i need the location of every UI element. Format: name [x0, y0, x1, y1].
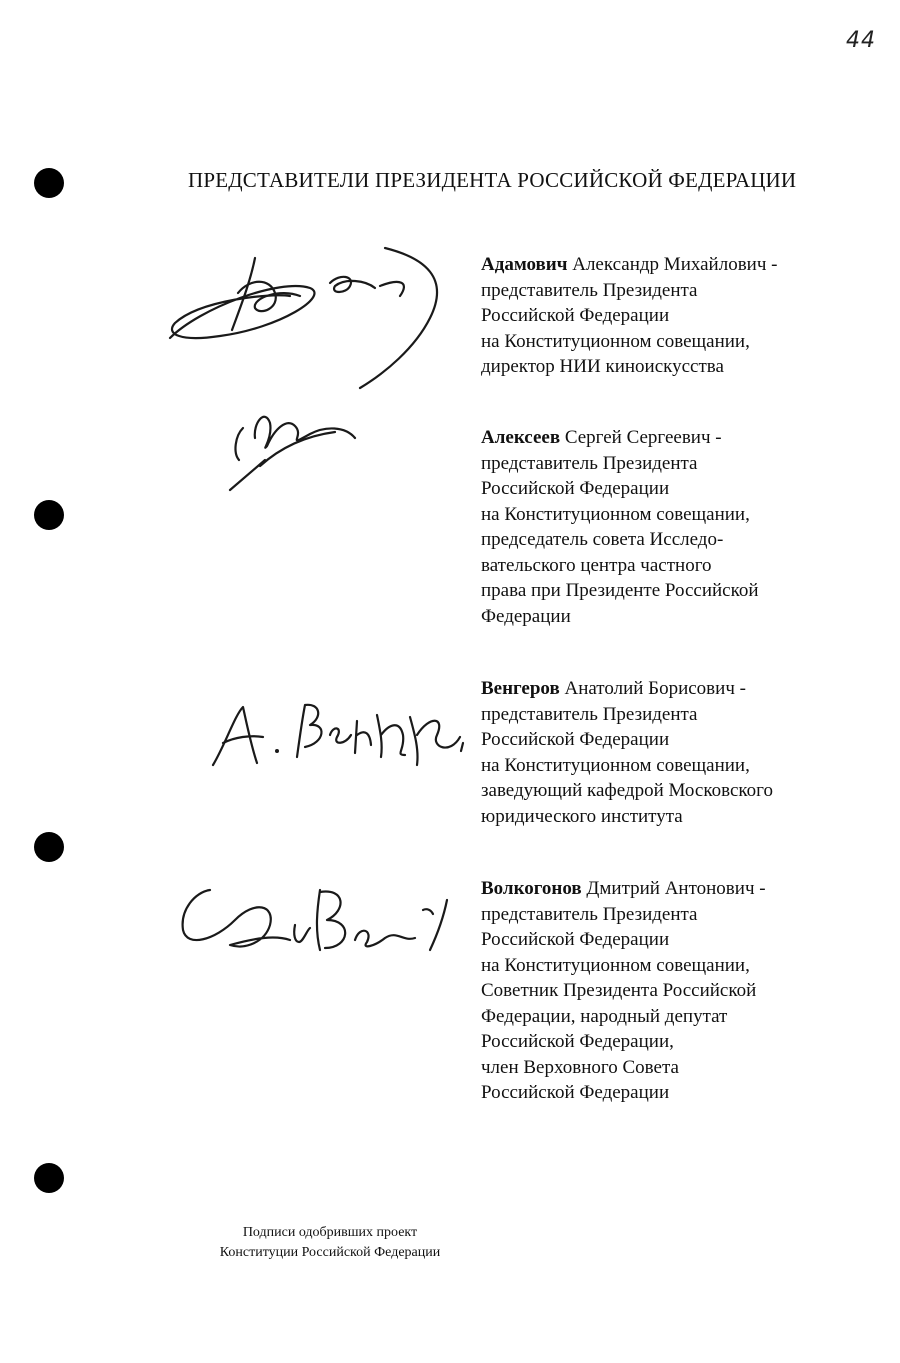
signature-alekseev [225, 398, 375, 498]
description-line: Федерации [481, 605, 571, 627]
given-names: Александр Михайлович - [567, 254, 778, 275]
description-line: Российской Федерации, [481, 1031, 674, 1052]
document-title: ПРЕДСТАВИТЕЛИ ПРЕЗИДЕНТА РОССИЙСКОЙ ФЕДЕРАЦИИ [188, 168, 797, 192]
description-line: юридического института [481, 805, 683, 827]
description-line: член Верховного Совета [481, 1056, 679, 1078]
description-line: на Конституционном совещании, [481, 503, 750, 525]
signature-vengerov [205, 695, 475, 780]
given-names: Сергей Сергеевич - [560, 427, 722, 448]
footer-line-1: Подписи одобривших проект [242, 1225, 418, 1240]
description-line: на Конституционном совещании, [481, 754, 750, 776]
description-line: представитель Президента [481, 452, 698, 474]
representative-entry-vengerov [481, 676, 881, 829]
description-line: Российской Федерации [481, 929, 670, 950]
description-line: представитель Президента [481, 903, 698, 925]
punch-hole-3 [34, 832, 64, 862]
description-line: председатель совета Исследо- [481, 529, 724, 550]
description-line: директор НИИ киноискусства [481, 356, 724, 377]
description-line: Федерации, народный депутат [481, 1005, 728, 1027]
description-line: Российской Федерации [481, 478, 670, 499]
representative-entry-alekseev [481, 425, 881, 629]
description-line: Советник Президента Российской [481, 980, 757, 1001]
punch-hole-4 [34, 1163, 64, 1193]
surname: Волкогонов [481, 878, 582, 899]
description-line: заведующий кафедрой Московского [481, 780, 773, 801]
name-line [481, 876, 881, 902]
given-names: Анатолий Борисович - [559, 678, 746, 699]
description-line: представитель Президента [481, 279, 698, 301]
footer-caption [180, 1223, 480, 1263]
surname: Венгеров [481, 678, 560, 699]
page-number: 44 [846, 28, 876, 53]
description-line: права при Президенте Российской [481, 580, 759, 601]
punch-hole-2 [34, 500, 64, 530]
given-names: Дмитрий Антонович - [581, 878, 766, 899]
name-line [481, 676, 881, 702]
description-line: Российской Федерации [481, 729, 670, 750]
representative-entry-volkogonov [481, 876, 881, 1106]
description-line: Российской Федерации [481, 305, 670, 326]
name-line [481, 425, 881, 451]
footer-line-2: Конституции Российской Федерации [219, 1245, 441, 1260]
signature-volkogonov [175, 880, 465, 965]
surname: Адамович [481, 254, 568, 275]
description-line: вательского центра частного [481, 554, 712, 576]
description-line: Российской Федерации [481, 1082, 670, 1103]
name-line [481, 252, 881, 278]
representative-entry-adamovich [481, 252, 881, 380]
description-line: на Конституционном совещании, [481, 954, 750, 976]
description-line: представитель Президента [481, 703, 698, 725]
surname: Алексеев [481, 427, 561, 448]
signature-adamovich [160, 238, 450, 398]
punch-hole-1 [34, 168, 64, 198]
description-line: на Конституционном совещании, [481, 330, 750, 352]
